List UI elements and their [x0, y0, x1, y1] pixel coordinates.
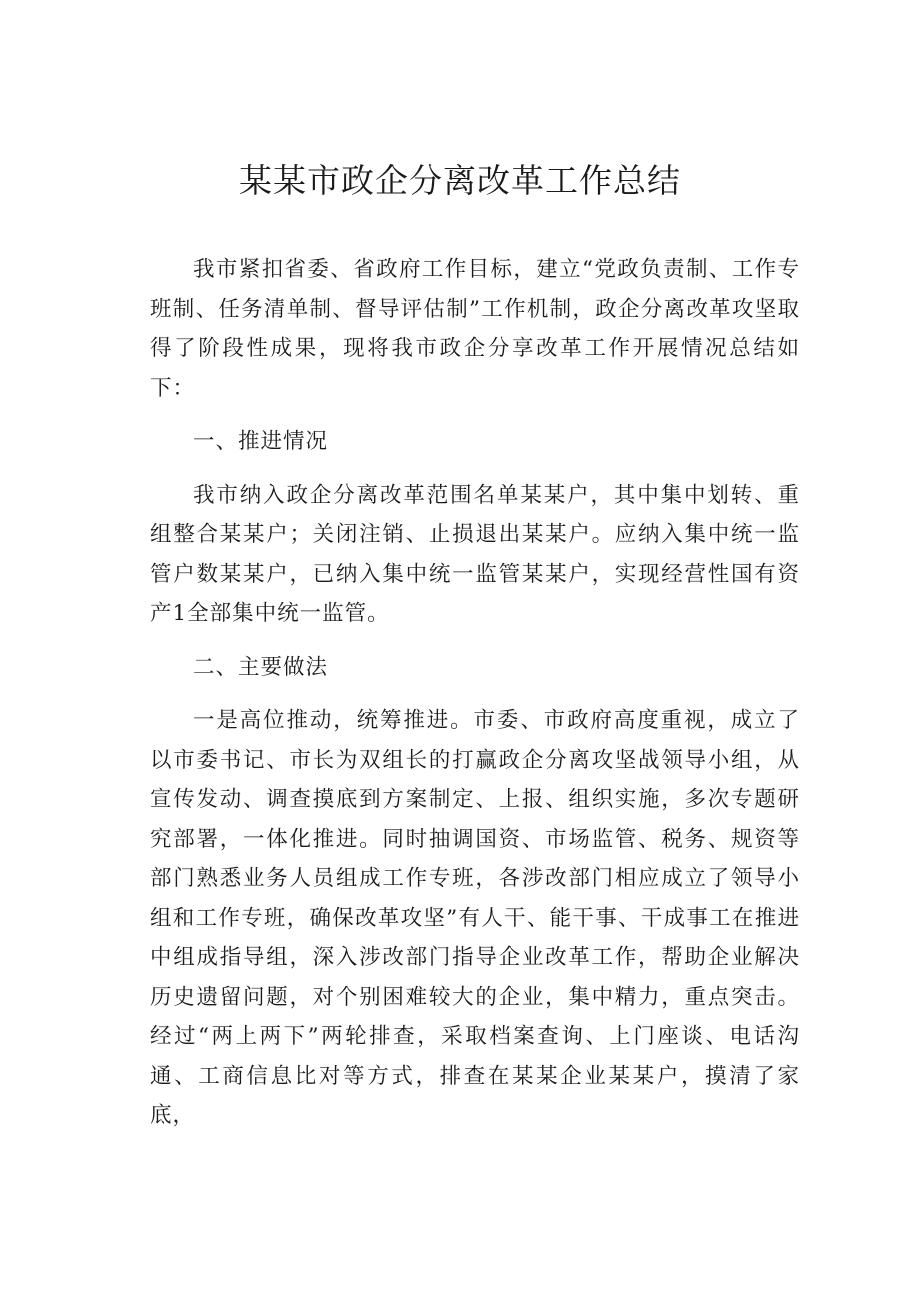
section-heading-progress: 一、推进情况 — [193, 429, 329, 454]
section-heading-main-practices: 二、主要做法 — [193, 654, 329, 680]
intro-paragraph: 我市紧扣省委、省政府工作目标，建立“党政负责制、工作专班制、任务清单制、督导评估制”工作机制，政企分离改革攻坚取得了阶段性成果，现将我市政企分享改革工作开展情况总结如下： — [150, 257, 800, 401]
document-body — [150, 250, 800, 1136]
document-title: 某某市政企分离改革工作总结 — [239, 161, 681, 200]
main-practices-paragraph: 一是高位推动，统筹推进。市委、市政府高度重视，成立了以市委书记、市长为双组长的打赢政企分离攻坚战领导小组，从宣传发动、调查摸底到方案制定、上报、组织实施，多次专题研究部署，一体化推进。同时抽调国资、市场监管、税务、规资等部门熟悉业务人员组成工作专班，各涉改部门相应成立了领导小组和工作专班，确保改革攻坚”有人干、能干事、干成事工在推进中组成指导组，深入涉改部门指导企业改革工作，帮助企业解决历史遗留问题，对个别困难较大的企业，集中精力，重点突击。经过“两上两下”两轮排查，采取档案查询、上门座谈、电话沟通、工商信息比对等方式，排查在某某企业某某户，摸清了家底， — [150, 708, 800, 1128]
progress-paragraph: 我市纳入政企分离改革范围名单某某户，其中集中划转、重组整合某某户；关闭注销、止损退出某某户。应纳入集中统一监管户数某某户，已纳入集中统一监管某某户，实现经营性国有资产1全部集中统一监管。 — [150, 482, 800, 626]
